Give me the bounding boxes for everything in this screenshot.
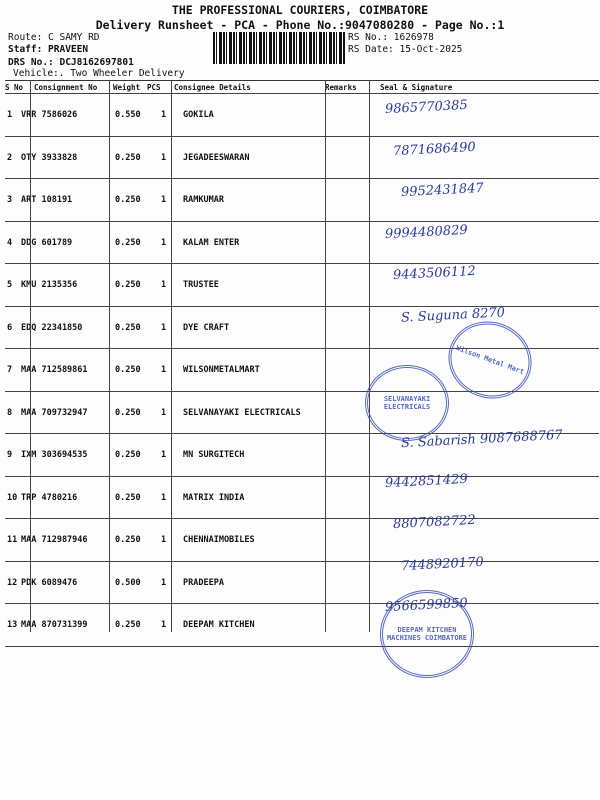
cell-pcs: 1 (161, 152, 167, 163)
handwritten-signature: 9443506112 (392, 263, 477, 284)
cell-sno: 13 (7, 620, 18, 630)
handwritten-signature: 8807082722 (392, 512, 477, 533)
col-remarks: Remarks (325, 83, 357, 92)
cell-sno: 2 (7, 152, 13, 163)
staff: Staff: PRAVEEN (8, 44, 89, 55)
cell-pcs: 1 (161, 195, 167, 205)
cell-pcs: 1 (161, 450, 167, 460)
cell-consignee: SELVANAYAKI ELECTRICALS (183, 407, 301, 418)
cell-sno: 8 (7, 407, 13, 418)
cell-cn: EDQ 22341850 (21, 322, 83, 333)
cell-consignee: DYE CRAFT (183, 322, 230, 333)
cell-cn: IXM 303694535 (21, 450, 88, 460)
table-row (5, 392, 599, 435)
cell-sno: 7 (7, 365, 13, 375)
col-seal: Seal & Signature (380, 83, 453, 92)
cell-consignee: CHENNAIMOBILES (183, 535, 255, 545)
col-weight: Weight (113, 83, 141, 92)
cell-cn: MAA 870731399 (21, 620, 88, 630)
cell-pcs: 1 (161, 577, 167, 588)
rs-date: RS Date: 15-Oct-2025 (348, 44, 463, 55)
cell-consignee: GOKILA (183, 110, 214, 120)
cell-weight: 0.500 (115, 577, 141, 588)
cell-cn: ART 108191 (21, 195, 73, 205)
cell-consignee: RAMKUMAR (183, 195, 224, 205)
cell-consignee: MATRIX INDIA (183, 492, 245, 503)
cell-cn: PDK 6089476 (21, 577, 78, 588)
cell-weight: 0.250 (115, 620, 141, 630)
cell-sno: 1 (7, 110, 13, 120)
cell-sno: 3 (7, 195, 13, 205)
cell-pcs: 1 (161, 237, 167, 248)
handwritten-signature: 7871686490 (392, 139, 477, 159)
cell-weight: 0.250 (115, 237, 141, 248)
cell-consignee: JEGADEESWARAN (183, 152, 250, 163)
cell-consignee: KALAM ENTER (183, 237, 240, 248)
table-row (5, 264, 599, 307)
cell-pcs: 1 (161, 492, 167, 503)
cell-weight: 0.250 (115, 365, 141, 375)
wilson-stamp: Wilson Metal Mart (438, 310, 543, 410)
cell-consignee: DEEPAM KITCHEN (183, 620, 255, 630)
cell-weight: 0.250 (115, 407, 141, 418)
cell-weight: 0.250 (115, 322, 141, 333)
cell-pcs: 1 (161, 110, 167, 120)
table-row (5, 604, 599, 647)
table-row (5, 94, 599, 137)
table-header (5, 81, 599, 94)
handwritten-signature: 9566599850 (384, 595, 469, 616)
cell-pcs: 1 (161, 620, 167, 630)
table-row (5, 519, 599, 562)
cell-weight: 0.250 (115, 492, 141, 503)
cell-weight: 0.250 (115, 195, 141, 205)
cell-consignee: PRADEEPA (183, 577, 224, 588)
cell-consignee: WILSONMETALMART (183, 365, 260, 375)
barcode (213, 32, 345, 64)
rs-number: RS No.: 1626978 (348, 32, 434, 43)
drs-number: DRS No.: DCJ8162697801 (8, 57, 134, 68)
table-row (5, 137, 599, 180)
handwritten-signature: S. Suguna 8270 (400, 304, 506, 326)
cell-sno: 11 (7, 535, 18, 545)
runsheet-subtitle: Delivery Runsheet - PCA - Phone No.:9047080280 - Page No.:1 (95, 18, 505, 32)
cell-pcs: 1 (161, 365, 167, 375)
col-consignment: Consignment No (34, 83, 98, 92)
table-row (5, 477, 599, 520)
cell-consignee: TRUSTEE (183, 280, 219, 290)
handwritten-signature: 9952431847 (400, 180, 485, 201)
cell-cn: TRP 4780216 (21, 492, 78, 503)
table-row (5, 179, 599, 222)
cell-cn: MAA 712589861 (21, 365, 88, 375)
cell-cn: DDG 601789 (21, 237, 73, 248)
cell-weight: 0.250 (115, 450, 141, 460)
cell-sno: 6 (7, 322, 13, 333)
company-title: THE PROFESSIONAL COURIERS, COIMBATORE (171, 3, 429, 17)
col-consignee: Consignee Details (174, 83, 251, 92)
cell-cn: MAA 709732947 (21, 407, 88, 418)
cell-sno: 4 (7, 237, 13, 248)
cell-weight: 0.250 (115, 152, 141, 163)
cell-pcs: 1 (161, 322, 167, 333)
cell-cn: VRR 7586026 (21, 110, 78, 120)
col-pcs: PCS (147, 83, 161, 92)
cell-consignee: MN SURGITECH (183, 450, 245, 460)
selvanayaki-stamp: SELVANAYAKI ELECTRICALS (365, 365, 449, 441)
cell-sno: 12 (7, 577, 18, 588)
vehicle: Vehicle:. Two Wheeler Delivery (13, 68, 185, 79)
cell-cn: KMU 2135356 (21, 280, 78, 290)
cell-cn: OTY 3933828 (21, 152, 78, 163)
cell-weight: 0.250 (115, 280, 141, 290)
cell-sno: 10 (7, 492, 18, 503)
handwritten-signature: S. Sabarish 9087688767 (400, 427, 563, 452)
cell-cn: MAA 712987946 (21, 535, 88, 545)
cell-sno: 9 (7, 450, 13, 460)
table-row (5, 222, 599, 265)
cell-weight: 0.250 (115, 535, 141, 545)
handwritten-signature: 9865770385 (384, 97, 469, 118)
route: Route: C SAMY RD (8, 32, 100, 43)
handwritten-signature: 7448920170 (400, 554, 485, 574)
col-sno: S No (5, 83, 24, 92)
cell-weight: 0.550 (115, 110, 141, 120)
cell-pcs: 1 (161, 535, 167, 545)
cell-pcs: 1 (161, 280, 167, 290)
handwritten-signature: 9994480829 (384, 222, 469, 242)
table-row (5, 562, 599, 605)
cell-pcs: 1 (161, 407, 167, 418)
handwritten-signature: 9442851429 (384, 471, 469, 491)
cell-sno: 5 (7, 280, 13, 290)
deepam-stamp: DEEPAM KITCHEN MACHINES COIMBATORE (380, 590, 474, 678)
